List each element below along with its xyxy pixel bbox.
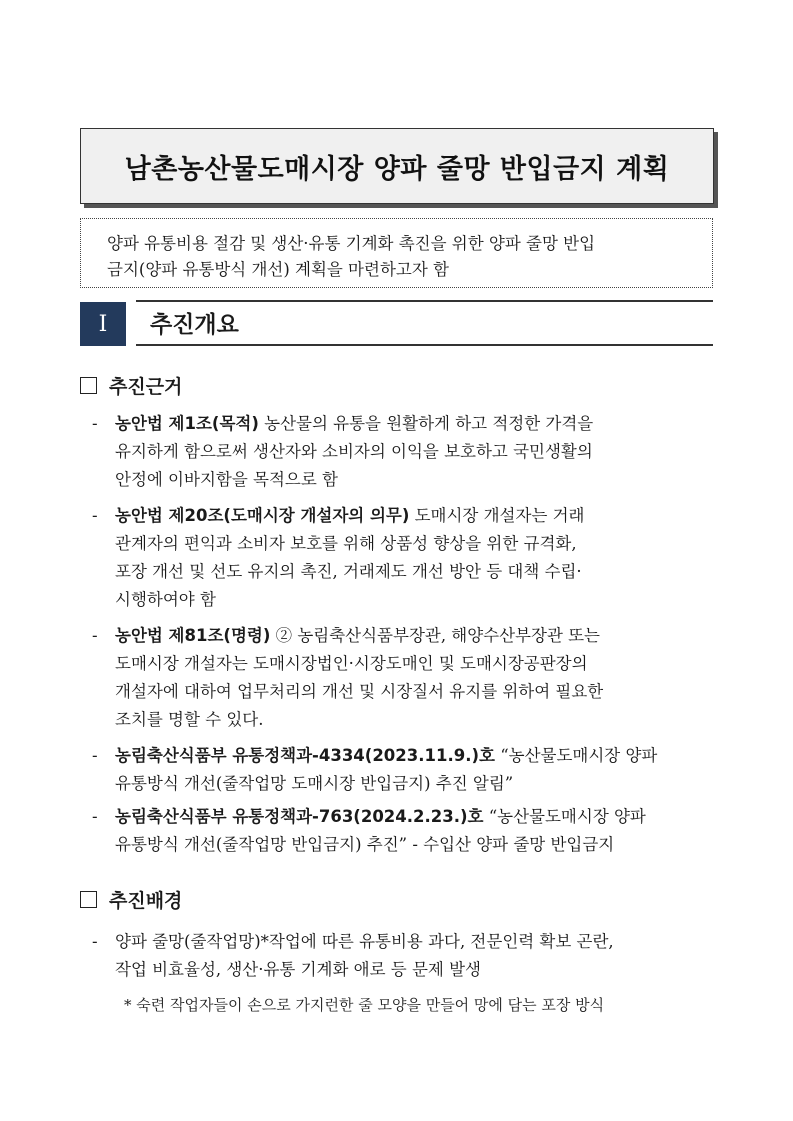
basis-item-4-title: 농림축산식품부 유통정책과-4334(2023.11.9.)호 xyxy=(115,746,495,765)
basis-item-1-title: 농안법 제1조(목적) xyxy=(115,414,259,433)
basis-item-1-line-3: 안정에 이바지함을 목적으로 함 xyxy=(115,470,338,489)
document-title-box xyxy=(80,128,714,204)
basis-item-2: - 농안법 제20조(도매시장 개설자의 의무) 도매시장 개설자는 거래 관계자의 편익과 소비자 보호를 위해 상품성 향상을 위한 규격화, 포장 개선 및 선도 유지의 촉진, 거래제도 개선 방안 등 대책 수립· 시행하여야 함 xyxy=(92,502,722,614)
basis-item-1-line-2: 유지하게 함으로써 생산자와 소비자의 이익을 보호하고 국민생활의 xyxy=(115,442,593,461)
basis-item-3: - 농안법 제81조(명령) ② 농림축산식품부장관, 해양수산부장관 또는 도매시장 개설자는 도매시장법인·시장도매인 및 도매시장공판장의 개설자에 대하여 업무처리의 개선 및 시장질서 유지를 위하여 필요한 조치를 명할 수 있다. xyxy=(92,622,722,734)
basis-item-2-title: 농안법 제20조(도매시장 개설자의 의무) xyxy=(115,506,410,525)
basis-item-3-line-2: 도매시장 개설자는 도매시장법인·시장도매인 및 도매시장공판장의 xyxy=(115,654,588,673)
section-title: 추진개요 xyxy=(150,312,239,338)
basis-item-5-text: “농산물도매시장 양파 xyxy=(483,807,646,826)
basis-heading xyxy=(80,372,182,399)
background-item-1: - 양파 줄망(줄작업망)*작업에 따른 유통비용 과다, 전문인력 확보 곤란, 작업 비효율성, 생산·유통 기계화 애로 등 문제 발생 xyxy=(92,928,722,984)
basis-item-4-line-2: 유통방식 개선(줄작업망 도매시장 반입금지) 추진 알림” xyxy=(115,774,514,793)
basis-item-2-line-4: 시행하여야 함 xyxy=(115,590,216,609)
basis-item-5: - 농림축산식품부 유통정책과-763(2024.2.23.)호 “농산물도매시장 양파 유통방식 개선(줄작업망 반입금지) 추진” - 수입산 양파 줄망 반입금지 xyxy=(92,803,722,859)
basis-item-5-title: 농림축산식품부 유통정책과-763(2024.2.23.)호 xyxy=(115,807,484,826)
section-rule-bottom xyxy=(136,344,713,346)
basis-item-2-text: 도매시장 개설자는 거래 xyxy=(409,506,585,525)
background-heading-text: 추진배경 xyxy=(109,890,183,912)
basis-item-5-line-2: 유통방식 개선(줄작업망 반입금지) 추진” - 수입산 양파 줄망 반입금지 xyxy=(115,835,615,854)
summary-box xyxy=(80,218,713,288)
checkbox-icon xyxy=(80,891,97,908)
basis-item-4-text: “농산물도매시장 양파 xyxy=(494,746,658,765)
basis-item-3-line-3: 개설자에 대하여 업무처리의 개선 및 시장질서 유지를 위하여 필요한 xyxy=(115,682,604,701)
basis-item-4: - 농림축산식품부 유통정책과-4334(2023.11.9.)호 “농산물도매시장 양파 유통방식 개선(줄작업망 도매시장 반입금지) 추진 알림” xyxy=(92,742,722,798)
background-item-line-2: 작업 비효율성, 생산·유통 기계화 애로 등 문제 발생 xyxy=(115,960,481,979)
basis-heading-text: 추진근거 xyxy=(109,376,183,398)
summary-line-1: 양파 유통비용 절감 및 생산·유통 기계화 촉진을 위한 양파 줄망 반입 xyxy=(107,234,596,253)
basis-item-1: - 농안법 제1조(목적) 농산물의 유통을 원활하게 하고 적정한 가격을 유지하게 함으로써 생산자와 소비자의 이익을 보호하고 국민생활의 안정에 이바지함을 목적으로 함 xyxy=(92,410,722,494)
basis-item-2-line-2: 관계자의 편익과 소비자 보호를 위해 상품성 향상을 위한 규격화, xyxy=(115,534,577,553)
basis-item-3-title: 농안법 제81조(명령) xyxy=(115,626,271,645)
checkbox-icon xyxy=(80,377,97,394)
background-item-text: 양파 줄망(줄작업망)*작업에 따른 유통비용 과다, 전문인력 확보 곤란, xyxy=(115,932,614,951)
basis-item-1-text: 농산물의 유통을 원활하게 하고 적정한 가격을 xyxy=(258,414,594,433)
basis-item-3-line-4: 조치를 명할 수 있다. xyxy=(115,710,264,729)
basis-item-3-text: ② 농림축산식품부장관, 해양수산부장관 또는 xyxy=(270,626,601,645)
footnote: * 숙련 작업자들이 손으로 가지런한 줄 모양을 만들어 망에 담는 포장 방식 xyxy=(124,996,605,1014)
document-title: 남촌농산물도매시장 양파 줄망 반입금지 계획 xyxy=(124,153,670,185)
summary-line-2: 금지(양파 유통방식 개선) 계획을 마련하고자 함 xyxy=(107,260,449,279)
section-number-badge: Ⅰ xyxy=(80,302,126,346)
basis-item-2-line-3: 포장 개선 및 선도 유지의 촉진, 거래제도 개선 방안 등 대책 수립· xyxy=(115,562,582,581)
background-heading xyxy=(80,886,182,913)
section-rule-top xyxy=(136,300,713,302)
